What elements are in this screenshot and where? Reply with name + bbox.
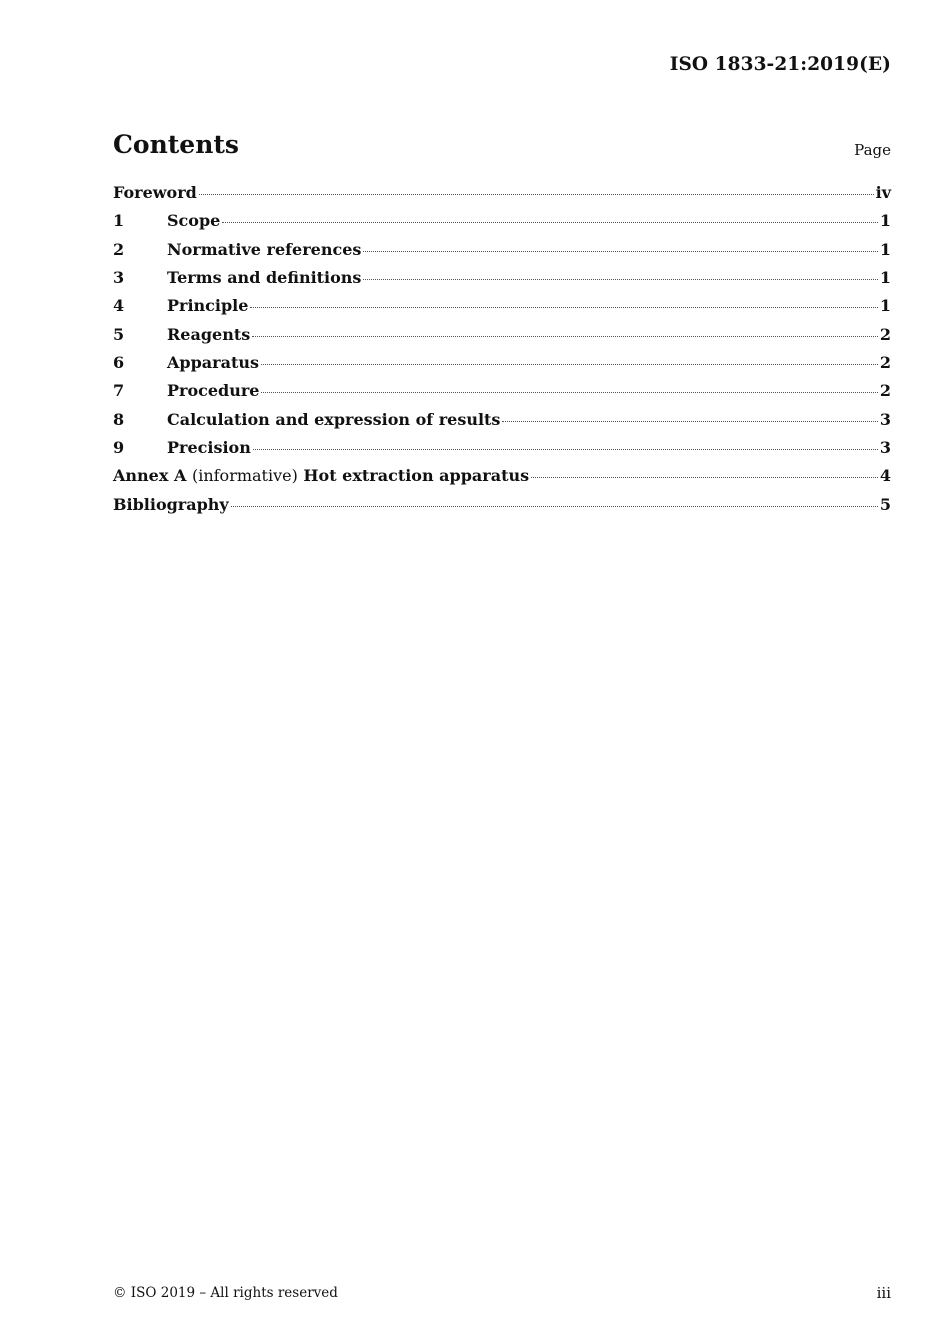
- toc-entry-title: Apparatus: [167, 353, 259, 373]
- document-code: ISO 1833-21:2019(E): [669, 54, 891, 75]
- toc-entry-page: 1: [879, 239, 891, 259]
- toc-entry-number: 1: [113, 211, 125, 231]
- toc-entry-page: 2: [879, 381, 891, 401]
- toc-entry-normative-references[interactable]: [113, 240, 891, 268]
- toc-entry-scope[interactable]: [113, 211, 891, 239]
- toc-entry-title: Procedure: [167, 381, 260, 401]
- toc-entry-number: 2: [113, 239, 125, 259]
- dot-leader: [252, 336, 878, 337]
- dot-leader: [250, 307, 877, 308]
- toc-entry-page: 3: [879, 409, 891, 429]
- contents-heading: Contents: [113, 130, 240, 159]
- toc-entry-title: Calculation and expression of results: [167, 409, 501, 429]
- dot-leader: [502, 421, 877, 422]
- toc-entry-number: 8: [113, 409, 125, 429]
- toc-entry-number: 9: [113, 438, 125, 458]
- dot-leader: [261, 364, 878, 365]
- toc-entry-title: Terms and definitions: [167, 268, 362, 288]
- page-column-label: Page: [854, 141, 891, 159]
- toc-entry-annex-a[interactable]: [113, 466, 891, 494]
- toc-entry-number: 5: [113, 324, 125, 344]
- toc-entry-apparatus[interactable]: [113, 353, 891, 381]
- toc-entry-title: Bibliography: [113, 494, 229, 514]
- dot-leader: [363, 251, 877, 252]
- toc-entry-page: 1: [879, 268, 891, 288]
- toc-entry-page: 3: [879, 438, 891, 458]
- toc-entry-title: Foreword: [113, 183, 197, 202]
- toc-entry-page: 2: [879, 324, 891, 344]
- toc-entry-title: Principle: [167, 296, 249, 316]
- toc-entry-number: 7: [113, 381, 125, 401]
- annex-label: Annex A: [113, 466, 187, 486]
- dot-leader: [253, 449, 878, 450]
- dot-leader: [199, 194, 874, 195]
- toc-entry-number: 4: [113, 296, 125, 316]
- toc-entry-number: 6: [113, 353, 125, 373]
- toc-entry-terms-and-definitions[interactable]: [113, 268, 891, 296]
- table-of-contents: [113, 183, 891, 523]
- toc-entry-page: 1: [879, 211, 891, 231]
- toc-entry-page: iv: [875, 183, 891, 202]
- toc-entry-title: [113, 466, 529, 485]
- toc-entry-title: Reagents: [167, 324, 251, 344]
- toc-entry-calculation[interactable]: [113, 410, 891, 438]
- dot-leader: [363, 279, 877, 280]
- toc-entry-title: Normative references: [167, 239, 362, 259]
- toc-entry-title: Precision: [167, 438, 251, 458]
- toc-entry-principle[interactable]: [113, 296, 891, 324]
- footer-page-number: iii: [876, 1284, 891, 1302]
- dot-leader: [531, 477, 878, 478]
- toc-entry-page: 5: [879, 494, 891, 514]
- toc-entry-number: 3: [113, 268, 125, 288]
- toc-entry-reagents[interactable]: [113, 325, 891, 353]
- footer-copyright: © ISO 2019 – All rights reserved: [113, 1285, 338, 1301]
- toc-entry-page: 2: [879, 353, 891, 373]
- toc-entry-procedure[interactable]: [113, 381, 891, 409]
- dot-leader: [261, 392, 877, 393]
- toc-entry-foreword[interactable]: [113, 183, 891, 211]
- dot-leader: [222, 222, 878, 223]
- annex-subtitle: Hot extraction apparatus: [303, 466, 530, 486]
- annex-qualifier: (informative): [191, 466, 298, 486]
- toc-entry-bibliography[interactable]: [113, 495, 891, 523]
- toc-entry-precision[interactable]: [113, 438, 891, 466]
- toc-entry-title: Scope: [167, 211, 221, 231]
- toc-entry-page: 1: [879, 296, 891, 316]
- toc-entry-page: 4: [879, 466, 891, 486]
- dot-leader: [231, 506, 878, 507]
